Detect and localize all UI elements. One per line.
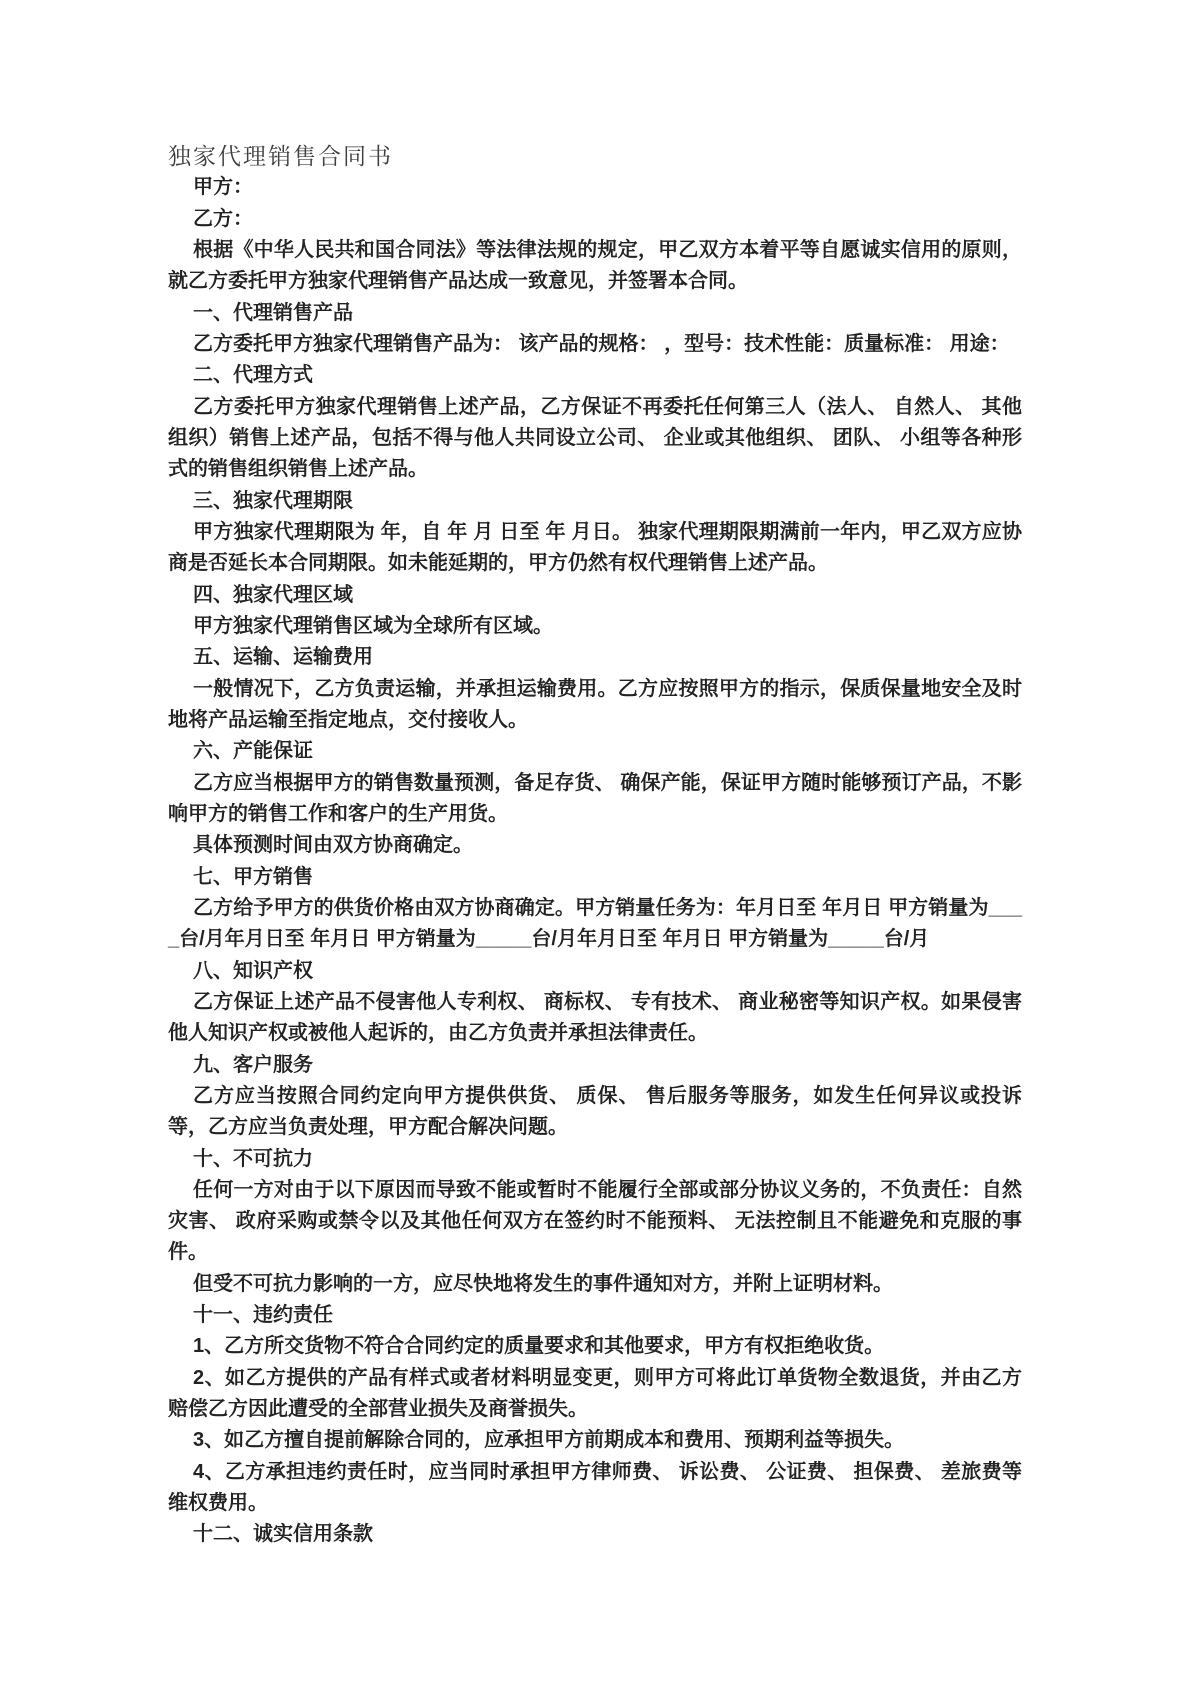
preamble-paragraph: 根据《中华人民共和国合同法》等法律法规的规定，甲乙双方本着平等自愿诚实信用的原则，就乙方委托甲方独家代理销售产品达成一致意见，并签署本合同。 bbox=[168, 238, 1022, 293]
section-12-heading: 十二、诚实信用条款 bbox=[193, 1523, 373, 1546]
section-5-body: 一般情况下，乙方负责运输，并承担运输费用。乙方应按照甲方的指示，保质保量地安全及时地将产品运输至指定地点，交付接收人。 bbox=[168, 677, 1022, 731]
section-1-heading: 一、代理销售产品 bbox=[193, 301, 353, 324]
section-11-heading: 十一、违约责任 bbox=[193, 1304, 333, 1327]
section-7-body: 乙方给予甲方的供货价格由双方协商确定。甲方销量任务为：年月日至 年月日 甲方销量为____台/月年月日至 年月日 甲方销量为_____台/月年月日至 年月日 甲方销量为_____台/月 bbox=[168, 896, 1022, 951]
section-1-body: 乙方委托甲方独家代理销售产品为： 该产品的规格： ，型号：技术性能：质量标准： 用途： bbox=[193, 332, 1010, 355]
section-6-body: 乙方应当根据甲方的销售数量预测，备足存货、 确保产能，保证甲方随时能够预订产品，不影响甲方的销售工作和客户的生产用货。 bbox=[168, 771, 1022, 825]
section-7-heading: 七、甲方销售 bbox=[193, 865, 313, 888]
section-6-heading: 六、产能保证 bbox=[193, 740, 313, 763]
section-4-body: 甲方独家代理销售区域为全球所有区域。 bbox=[193, 614, 553, 637]
section-8-heading: 八、知识产权 bbox=[193, 959, 313, 982]
party-a-line: 甲方： bbox=[193, 176, 253, 199]
section-8-body: 乙方保证上述产品不侵害他人专利权、 商标权、 专有技术、 商业秘密等知识产权。如果侵害他人知识产权或被他人起诉的，由乙方负责并承担法律责任。 bbox=[168, 990, 1022, 1045]
section-11-item-1: 1、乙方所交货物不符合合同约定的质量要求和其他要求，甲方有权拒绝收货。 bbox=[193, 1335, 885, 1358]
section-11-item-2: 2、如乙方提供的产品有样式或者材料明显变更，则甲方可将此订单货物全数退货，并由乙方赔偿乙方因此遭受的全部营业损失及商誉损失。 bbox=[168, 1366, 1022, 1421]
section-4-heading: 四、独家代理区域 bbox=[193, 583, 353, 606]
section-3-body: 甲方独家代理期限为 年，自 年 月 日至 年 月日。 独家代理期限期满前一年内，甲乙双方应协商是否延长本合同期限。如未能延期的，甲方仍然有权代理销售上述产品。 bbox=[168, 520, 1022, 575]
section-11-item-3: 3、如乙方擅自提前解除合同的，应承担甲方前期成本和费用、预期利益等损失。 bbox=[193, 1429, 905, 1452]
section-9-body: 乙方应当按照合同约定向甲方提供供货、 质保、 售后服务等服务，如发生任何异议或投诉等，乙方应当负责处理，甲方配合解决问题。 bbox=[168, 1084, 1022, 1139]
section-10-heading: 十、不可抗力 bbox=[193, 1147, 313, 1170]
section-3-heading: 三、独家代理期限 bbox=[193, 489, 353, 512]
section-6-note: 具体预测时间由双方协商确定。 bbox=[193, 834, 473, 857]
section-11-item-4: 4、乙方承担违约责任时，应当同时承担甲方律师费、 诉讼费、 公证费、 担保费、 差旅费等维权费用。 bbox=[168, 1460, 1022, 1515]
section-2-heading: 二、代理方式 bbox=[193, 364, 313, 387]
section-2-body: 乙方委托甲方独家代理销售上述产品，乙方保证不再委托任何第三人（法人、 自然人、 其他组织）销售上述产品，包括不得与他人共同设立公司、 企业或其他组织、 团队、 小组等各种形式的销售组织销售上述产品。 bbox=[168, 395, 1022, 481]
party-b-line: 乙方： bbox=[193, 207, 253, 230]
section-9-heading: 九、客户服务 bbox=[193, 1053, 313, 1076]
section-5-heading: 五、运输、运输费用 bbox=[193, 646, 373, 669]
section-10-note: 但受不可抗力影响的一方，应尽快地将发生的事件通知对方，并附上证明材料。 bbox=[193, 1272, 893, 1295]
document-title: 独家代理销售合同书 bbox=[168, 144, 393, 169]
section-10-body: 任何一方对由于以下原因而导致不能或暂时不能履行全部或部分协议义务的，不负责任：自然灾害、 政府采购或禁令以及其他任何双方在签约时不能预料、 无法控制且不能避免和克服的事件。 bbox=[168, 1178, 1022, 1264]
